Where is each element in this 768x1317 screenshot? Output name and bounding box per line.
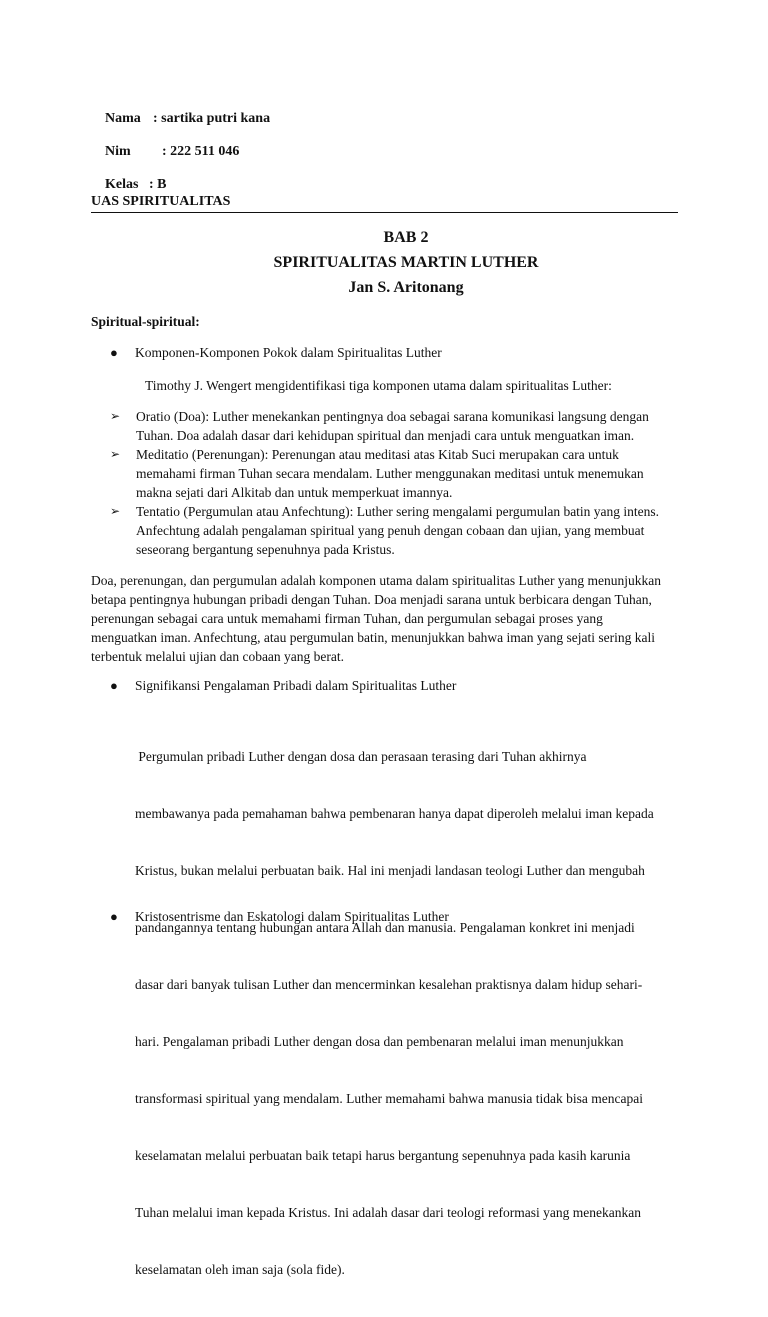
paragraph-line: Meditatio (Perenungan): Perenungan atau meditasi atas Kitab Suci merupakan cara untuk — [136, 447, 619, 462]
kelas-label: Kelas — [105, 177, 139, 192]
nim-value: : 222 511 046 — [162, 144, 240, 159]
paragraph-line: keselamatan melalui perbuatan baik tetapi harus bergantung sepenuhnya pada kasih karunia — [135, 1148, 631, 1163]
paragraph-line: Tuhan. Doa adalah dasar dari kehidupan spiritual dan menjadi cara untuk menguatkan iman. — [136, 428, 635, 443]
paragraph-line: Anfechtung adalah pengalaman spiritual yang penuh dengan cobaan dan ujian, yang membuat — [136, 523, 645, 538]
paragraph-line: memahami firman Tuhan secara mendalam. Luther menggunakan meditasi untuk menemukan — [136, 466, 644, 481]
paragraph-line: terbentuk melalui ujian dan cobaan yang berat. — [91, 649, 345, 664]
experience-paragraph — [135, 709, 695, 1317]
component-item-oratio — [110, 407, 680, 445]
paragraph-line: Tuhan melalui iman kepada Kristus. Ini adalah dasar dari teologi reformasi yang menekankan — [135, 1205, 641, 1220]
bullet-dot-icon: ● — [110, 678, 118, 693]
bullet-dot-icon: ● — [110, 909, 118, 924]
paragraph-line: betapa pentingnya hubungan pribadi dengan Tuhan. Doa menjadi sarana untuk berbicara dengan Tuhan, — [91, 592, 652, 607]
paragraph-line: Doa, perenungan, dan pergumulan adalah komponen utama dalam spiritualitas Luther yang menunjukkan — [91, 573, 661, 588]
paragraph-line: Oratio (Doa): Luther menekankan pentingnya doa sebagai sarana komunikasi langsung dengan — [136, 409, 649, 424]
summary-paragraph — [91, 571, 691, 666]
arrowhead-icon: ➢ — [110, 409, 121, 423]
bullet-text: Kristosentrisme dan Eskatologi dalam Spiritualitas Luther — [135, 909, 449, 924]
paragraph-line: hari. Pengalaman pribadi Luther dengan dosa dan pembenaran melalui iman menunjukkan — [135, 1034, 624, 1049]
exam-title: UAS SPIRITUALITAS — [91, 194, 231, 209]
paragraph-line: membawanya pada pemahaman bahwa pembenaran hanya dapat diperoleh melalui iman kepada — [135, 806, 654, 821]
author-name: Jan S. Aritonang — [348, 279, 464, 296]
bullet-text: Signifikansi Pengalaman Pribadi dalam Spiritualitas Luther — [135, 678, 457, 693]
component-list — [110, 407, 680, 559]
paragraph-line: keselamatan oleh iman saja (sola fide). — [135, 1262, 345, 1277]
name-label: Nama — [105, 111, 141, 126]
paragraph-line: Kristus, bukan melalui perbuatan baik. Hal ini menjadi landasan teologi Luther dan mengubah — [135, 863, 645, 878]
section-label: Spiritual-spiritual: — [91, 314, 200, 329]
paragraph-line: transformasi spiritual yang mendalam. Luther memahami bahwa manusia tidak bisa mencapai — [135, 1091, 643, 1106]
paragraph-line: dasar dari banyak tulisan Luther dan mencerminkan kesalehan praktisnya dalam hidup sehari- — [135, 977, 643, 992]
paragraph-line: Timothy J. Wengert mengidentifikasi tiga komponen utama dalam spiritualitas Luther: — [145, 378, 612, 393]
chapter-heading: BAB 2 — [383, 229, 429, 246]
paragraph-line: Tentatio (Pergumulan atau Anfechtung): Luther sering mengalami pergumulan batin yang intens. — [136, 504, 660, 519]
component-item-meditatio — [110, 445, 680, 502]
arrowhead-icon: ➢ — [110, 447, 121, 461]
paragraph-line: Pergumulan pribadi Luther dengan dosa dan perasaan terasing dari Tuhan akhirnya — [135, 749, 587, 764]
paragraph-line: seseorang bergantung sepenuhnya pada Kristus. — [136, 542, 395, 557]
paragraph-line: menguatkan iman. Anfechtung, atau pergumulan batin, menunjukkan bahwa iman yang sejati sering kali — [91, 630, 655, 645]
nim-label: Nim — [105, 144, 131, 159]
intro-paragraph — [145, 376, 612, 395]
title-divider — [91, 212, 678, 213]
component-item-tentatio — [110, 502, 680, 559]
bullet-text: Komponen-Komponen Pokok dalam Spiritualitas Luther — [135, 345, 442, 360]
paragraph-line: perenungan sebagai cara untuk memahami firman Tuhan, dan pergumulan sebagai proses yang — [91, 611, 603, 626]
arrowhead-icon: ➢ — [110, 504, 121, 518]
main-title: SPIRITUALITAS MARTIN LUTHER — [273, 254, 539, 271]
name-value: : sartika putri kana — [153, 111, 271, 126]
paragraph-line: makna sejati dari Alkitab dan untuk memperkuat imannya. — [136, 485, 453, 500]
bullet-dot-icon: ● — [110, 345, 118, 360]
kelas-value: : B — [149, 177, 167, 192]
paragraph-line: pandangannya tentang hubungan antara Allah dan manusia. Pengalaman konkret ini menjadi — [135, 920, 635, 935]
